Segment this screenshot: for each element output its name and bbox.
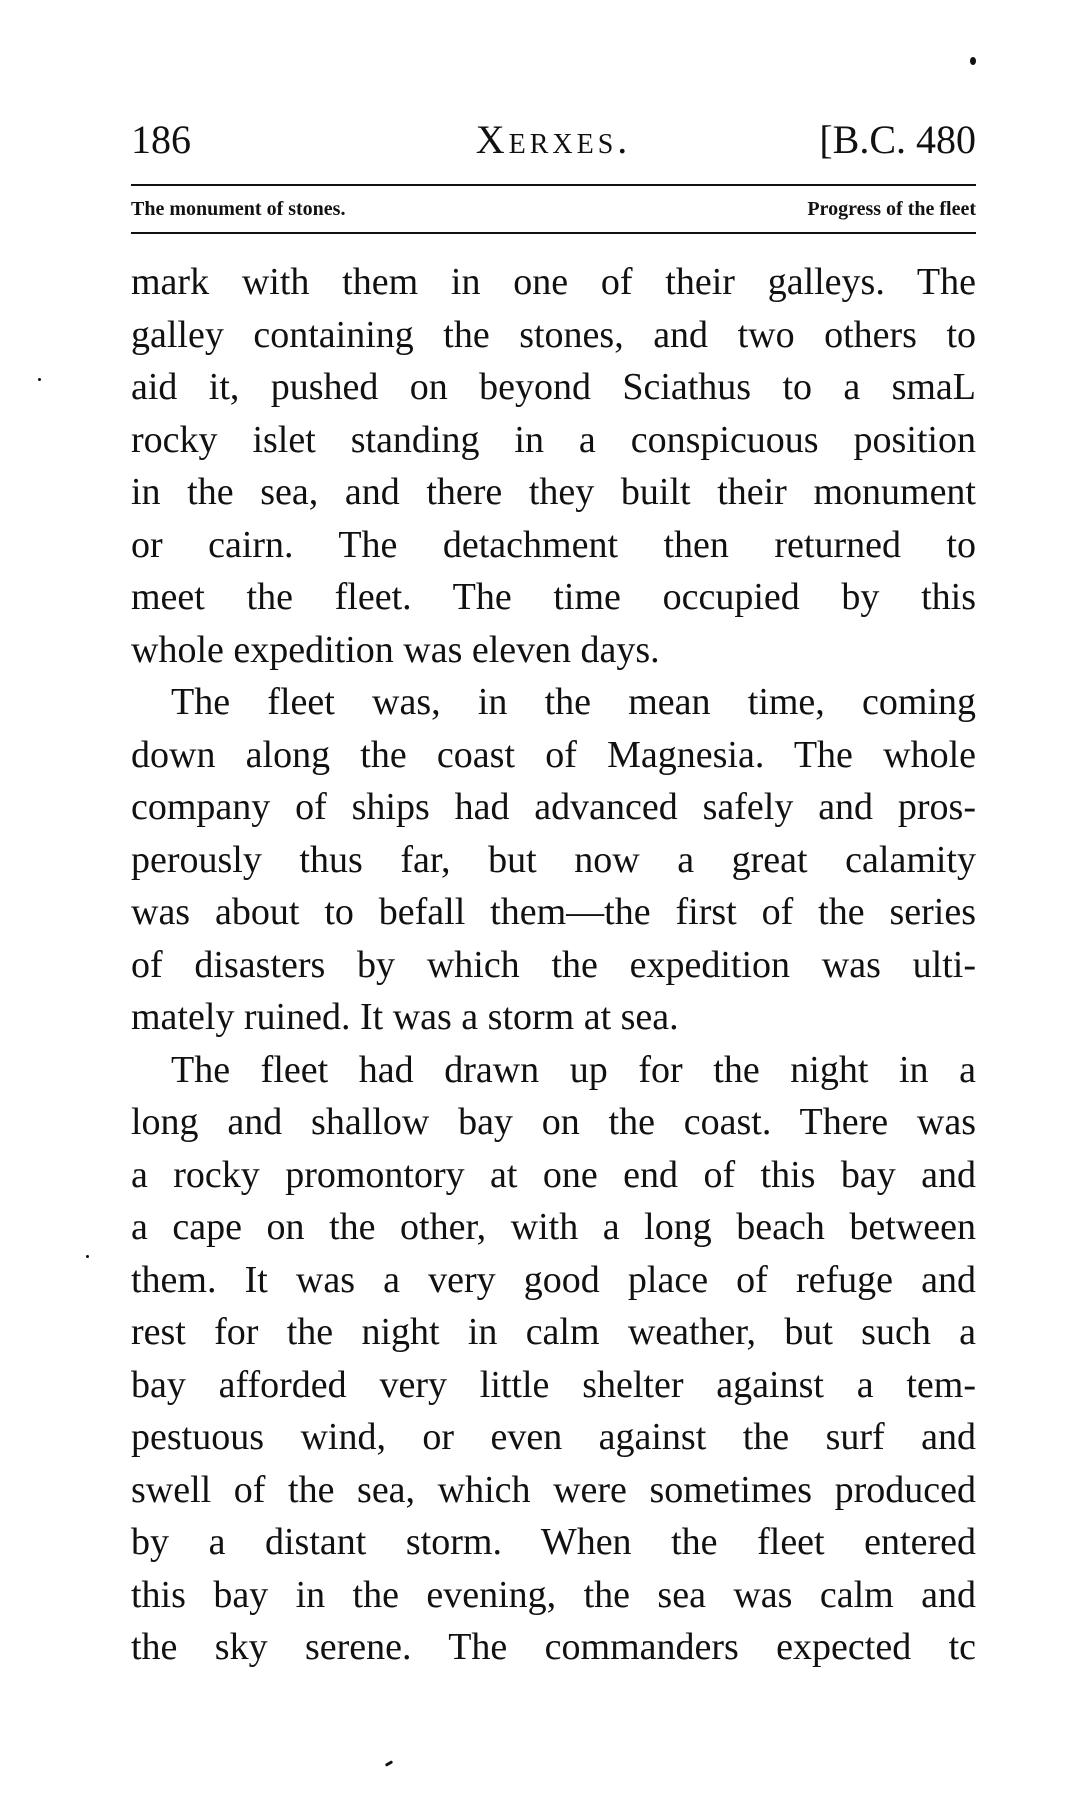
text-line: mately ruined. It was a storm at sea. bbox=[131, 996, 679, 1038]
text-line: of disasters by which the expedition was ulti- bbox=[131, 943, 976, 986]
subheader-right: Progress of the fleet bbox=[807, 198, 976, 220]
text-line: rocky islet standing in a conspicuous position bbox=[131, 418, 976, 461]
text-line: the sky serene. The commanders expected tc bbox=[131, 1626, 976, 1668]
print-speck bbox=[86, 1255, 89, 1258]
text-line: galley containing the stones, and two others to bbox=[131, 313, 976, 356]
text-line: a cape on the other, with a long beach between bbox=[131, 1206, 976, 1248]
text-line: company of ships had advanced safely and pros- bbox=[131, 786, 976, 828]
text-line: was about to befall them—the first of the series bbox=[131, 891, 976, 933]
text-line: them. It was a very good place of refuge and bbox=[131, 1258, 976, 1301]
text-line: The fleet was, in the mean time, coming bbox=[171, 681, 976, 723]
running-title: Xerxes. bbox=[475, 117, 632, 162]
text-line: a rocky promontory at one end of this bay and bbox=[131, 1153, 976, 1196]
header-rule bbox=[131, 184, 976, 186]
text-line: aid it, pushed on beyond Sciathus to a smaL bbox=[131, 366, 976, 408]
text-line: whole expedition was eleven days. bbox=[131, 628, 660, 671]
subheader-rule bbox=[131, 232, 976, 234]
text-line: rest for the night in calm weather, but such a bbox=[131, 1311, 976, 1353]
text-line: meet the fleet. The time occupied by this bbox=[131, 576, 976, 618]
marginal-subheader bbox=[131, 195, 976, 223]
text-line: swell of the sea, which were sometimes produced bbox=[131, 1468, 976, 1511]
subheader-left: The monument of stones. bbox=[131, 198, 346, 220]
print-speck bbox=[385, 1760, 393, 1767]
page-number: 186 bbox=[131, 117, 191, 162]
text-line: perously thus far, but now a great calamity bbox=[131, 838, 976, 881]
text-line: The fleet had drawn up for the night in a bbox=[171, 1048, 976, 1091]
text-line: or cairn. The detachment then returned to bbox=[131, 523, 976, 566]
text-line: this bay in the evening, the sea was calm and bbox=[131, 1573, 976, 1616]
text-line: pestuous wind, or even against the surf and bbox=[131, 1416, 976, 1458]
body-text bbox=[131, 256, 976, 1674]
text-line: long and shallow bay on the coast. There was bbox=[131, 1101, 976, 1143]
print-speck bbox=[970, 57, 976, 65]
text-line: by a distant storm. When the fleet entered bbox=[131, 1521, 976, 1563]
text-line: in the sea, and there they built their monument bbox=[131, 471, 976, 513]
page-header bbox=[131, 112, 976, 168]
text-line: down along the coast of Magnesia. The whole bbox=[131, 733, 976, 776]
print-speck bbox=[38, 378, 41, 381]
text-line: bay afforded very little shelter against a tem- bbox=[131, 1363, 976, 1406]
text-line: mark with them in one of their galleys. The bbox=[131, 261, 976, 303]
date-reference: [B.C. 480 bbox=[819, 117, 976, 162]
